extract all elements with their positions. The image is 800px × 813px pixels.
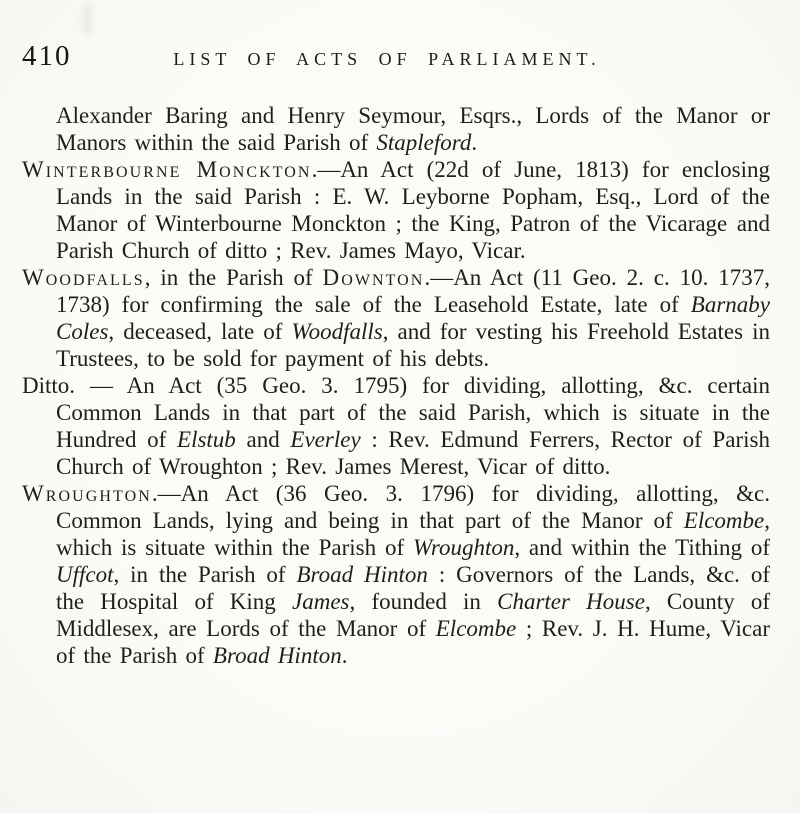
text-run: , and for vesting his Freehold Estates in Trustees, to be sold for payment of his debts. xyxy=(56,319,770,371)
page-number: 410 xyxy=(22,40,72,72)
text-run-italic: Woodfalls xyxy=(291,319,383,344)
text-run: .—An Act (11 Geo. 2. c. 10. 1737, 1738) for confirming the sale of the Leasehold Estate, late of xyxy=(56,265,770,317)
text-run: : Rev. Edmund Ferrers, Rector of Parish Church of Wroughton ; Rev. James Merest, Vicar of ditto. xyxy=(56,427,770,479)
text-run: and xyxy=(235,427,291,452)
text-run-italic: Elcombe xyxy=(683,508,765,533)
text-run-italic: James xyxy=(292,589,350,614)
text-run-italic: Stapleford xyxy=(376,130,472,155)
text-run: : Governors of the Lands, &c. of the Hospital of King xyxy=(56,562,771,614)
text-run: , founded in xyxy=(349,589,498,614)
text-run-italic: Elstub xyxy=(177,427,236,452)
woodfalls-entry xyxy=(22,264,770,372)
text-run: ; Rev. J. H. Hume, Vicar of the Parish of xyxy=(56,616,770,668)
text-run-smallcaps: Downton xyxy=(322,265,425,290)
text-run: Ditto. — An Act (35 Geo. 3. 1795) for dividing, allotting, &c. certain Common Lands in that part of the said Parish, which is situate in the Hundred of xyxy=(22,373,770,452)
text-run-smallcaps: Winterbourne Monckton xyxy=(22,157,312,182)
text-run: .—An Act (36 Geo. 3. 1796) for dividing, allotting, &c. Common Lands, lying and being in that part of the Manor of xyxy=(56,481,770,533)
text-run: Alexander Baring and Henry Seymour, Esqrs., Lords of the Manor or Manors within the said Parish of xyxy=(56,103,770,155)
stapleford-continuation xyxy=(22,102,770,156)
text-run-italic: Elcombe xyxy=(435,616,517,641)
text-run: , which is situate within the Parish of xyxy=(56,508,770,560)
text-run-italic: Uffcot xyxy=(56,562,114,587)
winterbourne-monckton-entry xyxy=(22,156,770,264)
text-run-italic: Broad Hinton xyxy=(212,643,342,668)
text-run: , in the Parish of xyxy=(144,265,323,290)
text-run-italic: Charter House xyxy=(497,589,645,614)
text-run-italic: Broad Hinton xyxy=(296,562,428,587)
running-head xyxy=(22,0,770,78)
ditto-entry xyxy=(22,372,770,480)
text-run: . xyxy=(471,130,478,155)
wroughton-entry xyxy=(22,480,770,669)
text-run: , in the Parish of xyxy=(113,562,297,587)
text-run: .—An Act (22d of June, 1813) for enclosing Lands in the said Parish : E. W. Leyborne Popham, Esq., Lord of the Manor of Winterbourne Monckton ; the King, Patron of the Vicarage and Parish Church of ditto ; Rev. James Mayo, Vicar. xyxy=(56,157,770,263)
running-title: LIST OF ACTS OF PARLIAMENT. xyxy=(173,49,601,69)
text-run: . xyxy=(341,643,348,668)
text-run: , deceased, late of xyxy=(108,319,292,344)
text-run-italic: Barnaby Coles xyxy=(56,292,770,344)
text-run-italic: Everley xyxy=(290,427,361,452)
text-run-smallcaps: Wroughton xyxy=(22,481,152,506)
text-run: , and within the Tithing of xyxy=(514,535,770,560)
text-run-italic: Wroughton xyxy=(412,535,515,560)
text-block xyxy=(0,102,800,669)
text-run: , County of Middlesex, are Lords of the Manor of xyxy=(56,589,770,641)
text-run-smallcaps: Woodfalls xyxy=(22,265,145,290)
